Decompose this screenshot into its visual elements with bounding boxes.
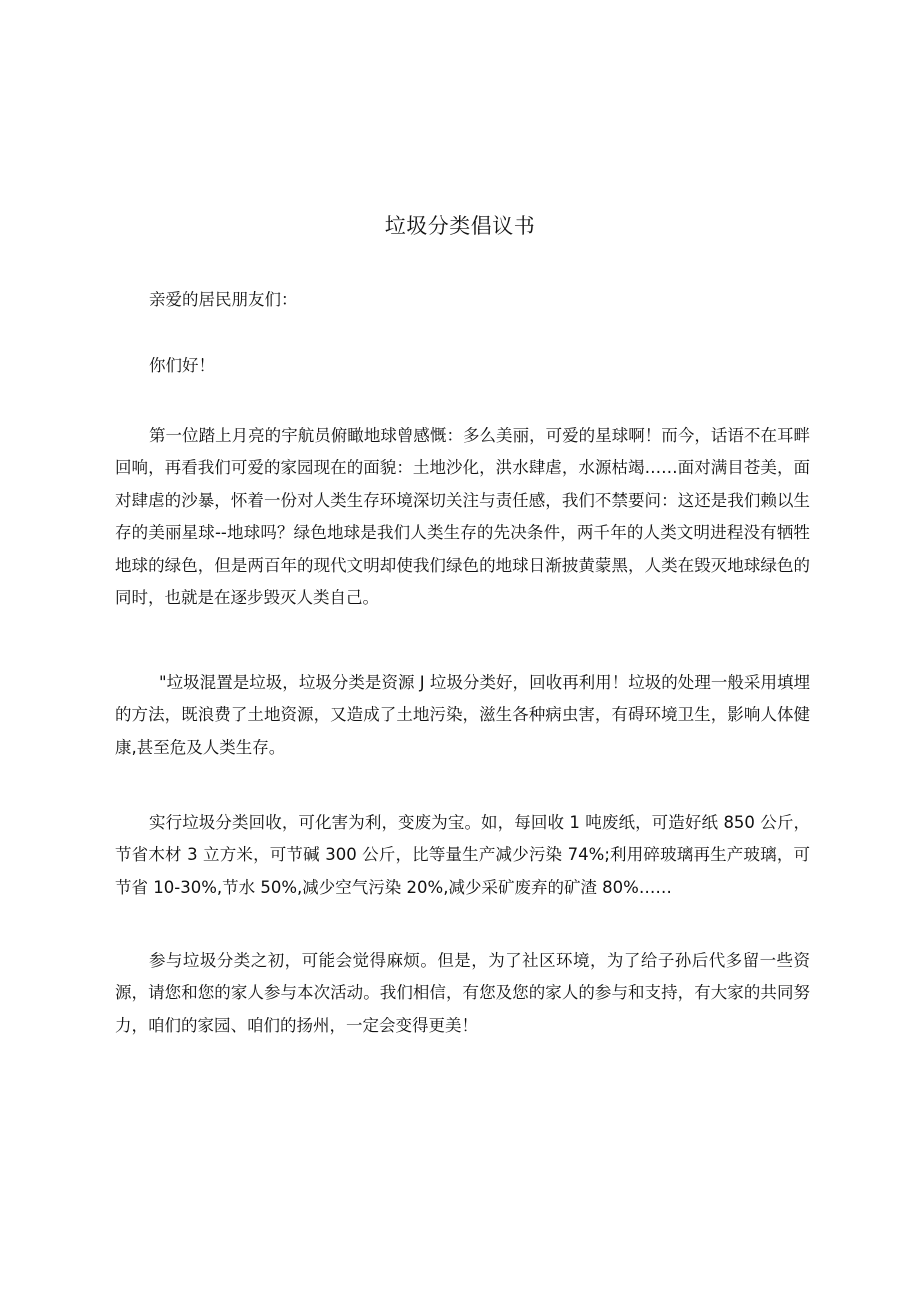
greeting-line: 亲爱的居民朋友们：	[149, 290, 298, 309]
document-title: 垃圾分类倡议书	[384, 214, 536, 238]
paragraph-garbage-resource: "垃圾混置是垃圾，垃圾分类是资源 J 垃圾分类好，回收再利用！垃圾的处理一般采用填埋的方法，既浪费了土地资源，又造成了土地污染，滋生各种病虫害，有碍环境卫生，影响人体健康,甚至危及人类生存。	[115, 673, 810, 757]
hello-line: 你们好！	[149, 356, 215, 375]
paragraph-call-to-action: 参与垃圾分类之初，可能会觉得麻烦。但是，为了社区环境，为了给子孙后代多留一些资源，请您和您的家人参与本次活动。我们相信，有您及您的家人的参与和支持，有大家的共同努力，咱们的家园、咱们的扬州，一定会变得更美！	[115, 951, 810, 1035]
paragraph-earth: 第一位踏上月亮的宇航员俯瞰地球曾感慨：多么美丽，可爱的星球啊！而今，话语不在耳畔回响，再看我们可爱的家园现在的面貌：土地沙化，洪水肆虐，水源枯竭……面对满目苍美，面对肆虐的沙暴，怀着一份对人类生存环境深切关注与责任感，我们不禁要问：这还是我们赖以生存的美丽星球--地球吗？绿色地球是我们人类生存的先决条件，两千年的人类文明进程没有牺牲地球的绿色，但是两百年的现代文明却使我们绿色的地球日渐披黄蒙黑，人类在毁灭地球绿色的同时，也就是在逐步毁灭人类自己。	[115, 426, 810, 608]
paragraph-recycling-benefits: 实行垃圾分类回收，可化害为利，变废为宝。如，每回收 1 吨废纸，可造好纸 850 公斤，节省木材 3 立方米，可节碱 300 公斤，比等量生产减少污染 74%;利用碎玻璃再生产玻璃，可节省 10-30%,节水 50%,减少空气污染 20%,减少采矿废弃的矿渣 80%……	[115, 813, 810, 897]
